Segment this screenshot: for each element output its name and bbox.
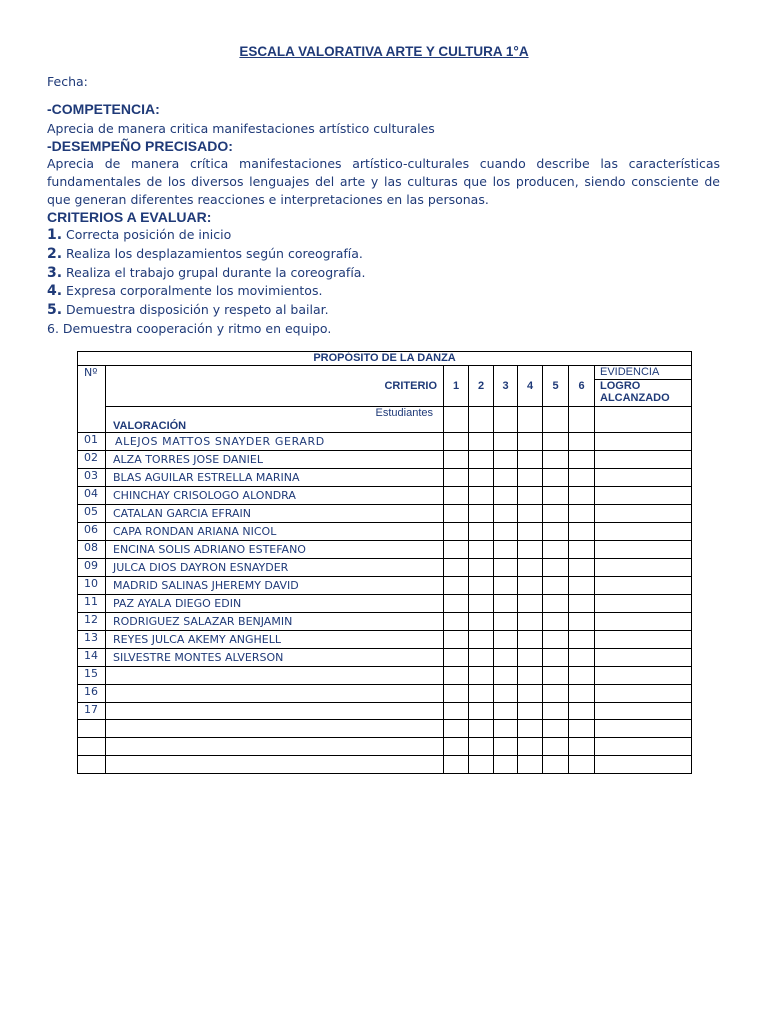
score-cell	[444, 720, 469, 738]
score-cell	[444, 702, 469, 720]
criteria-col-2: 2	[469, 366, 494, 407]
student-name	[106, 738, 444, 756]
row-number: 13	[78, 631, 106, 649]
criterio-text: Demuestra cooperación y ritmo en equipo.	[62, 320, 332, 336]
score-cell	[494, 469, 518, 487]
criteria-col-4: 4	[518, 366, 543, 407]
criteria-col-5: 5	[543, 366, 569, 407]
student-name: CATALAN GARCIA EFRAIN	[106, 505, 444, 523]
score-cell	[543, 631, 569, 649]
desempeno-heading: -DESEMPEÑO PRECISADO:	[47, 138, 233, 154]
logro-cell	[595, 649, 692, 667]
criterio-number: 1.	[47, 227, 63, 243]
criterio-text: Expresa corporalmente los movimientos.	[66, 283, 323, 299]
student-name	[106, 684, 444, 702]
criterio-number: 5.	[47, 302, 63, 319]
score-cell	[543, 559, 569, 577]
score-cell	[469, 755, 494, 773]
score-cell	[444, 667, 469, 685]
score-cell	[518, 523, 543, 541]
criterio-number: 6.	[47, 320, 59, 336]
logro-cell	[595, 469, 692, 487]
score-cell	[494, 505, 518, 523]
criterio-header: CRITERIO	[106, 366, 444, 407]
score-cell	[543, 702, 569, 720]
student-name: PAZ AYALA DIEGO EDIN	[106, 595, 444, 613]
criteria-col-6: 6	[569, 366, 595, 407]
student-name: CHINCHAY CRISOLOGO ALONDRA	[106, 487, 444, 505]
header-blank-cell	[444, 407, 469, 433]
student-name	[106, 720, 444, 738]
evaluation-table	[77, 351, 692, 774]
table-row	[78, 702, 692, 720]
logro-cell	[595, 684, 692, 702]
score-cell	[494, 755, 518, 773]
valoracion-label: VALORACIÓN	[113, 420, 187, 432]
competencia-heading: -COMPETENCIA:	[47, 101, 160, 117]
score-cell	[469, 487, 494, 505]
score-cell	[444, 738, 469, 756]
score-cell	[543, 684, 569, 702]
criterio-text: Correcta posición de inicio	[66, 227, 232, 242]
logro-cell	[595, 433, 692, 451]
table-row	[78, 649, 692, 667]
number-header: Nº	[78, 366, 106, 433]
criteria-col-3: 3	[494, 366, 518, 407]
score-cell	[518, 738, 543, 756]
header-blank-cell	[595, 407, 692, 433]
score-cell	[518, 684, 543, 702]
score-cell	[543, 505, 569, 523]
score-cell	[494, 577, 518, 595]
logro-cell	[595, 577, 692, 595]
score-cell	[494, 613, 518, 631]
criterio-item	[47, 264, 365, 283]
document-title: ESCALA VALORATIVA ARTE Y CULTURA 1°A	[239, 44, 529, 59]
score-cell	[518, 755, 543, 773]
criterios-heading: CRITERIOS A EVALUAR:	[47, 209, 212, 225]
students-header-cell	[106, 407, 444, 433]
student-name	[106, 702, 444, 720]
criterio-number: 2.	[47, 245, 63, 262]
criterio-item	[47, 320, 365, 338]
score-cell	[469, 433, 494, 451]
score-cell	[444, 469, 469, 487]
score-cell	[494, 523, 518, 541]
evidencia-header: EVIDENCIA	[595, 366, 692, 380]
score-cell	[469, 469, 494, 487]
score-cell	[543, 720, 569, 738]
row-number: 10	[78, 577, 106, 595]
criteria-col-1: 1	[444, 366, 469, 407]
logro-cell	[595, 702, 692, 720]
header-blank-cell	[543, 407, 569, 433]
criterio-number: 4.	[47, 283, 63, 300]
score-cell	[543, 738, 569, 756]
student-name: ALZA TORRES JOSE DANIEL	[106, 451, 444, 469]
score-cell	[444, 595, 469, 613]
score-cell	[569, 738, 595, 756]
logro-header: LOGRO ALCANZADO	[595, 380, 692, 407]
table-row	[78, 755, 692, 773]
score-cell	[469, 702, 494, 720]
criterio-text: Demuestra disposición y respeto al bailar.	[66, 302, 329, 318]
score-cell	[518, 595, 543, 613]
criterio-text: Realiza los desplazamientos según coreografía.	[66, 245, 363, 261]
score-cell	[494, 720, 518, 738]
score-cell	[518, 613, 543, 631]
score-cell	[569, 720, 595, 738]
score-cell	[444, 755, 469, 773]
table-row	[78, 469, 692, 487]
score-cell	[543, 541, 569, 559]
table-row	[78, 738, 692, 756]
score-cell	[569, 649, 595, 667]
score-cell	[569, 523, 595, 541]
score-cell	[444, 649, 469, 667]
logro-cell	[595, 595, 692, 613]
criterio-text: Realiza el trabajo grupal durante la coreografía.	[66, 264, 366, 280]
row-number: 03	[78, 469, 106, 487]
score-cell	[569, 505, 595, 523]
score-cell	[518, 541, 543, 559]
student-name: SILVESTRE MONTES ALVERSON	[106, 649, 444, 667]
score-cell	[518, 631, 543, 649]
header-blank-cell	[518, 407, 543, 433]
row-number: 08	[78, 541, 106, 559]
fecha-label: Fecha:	[47, 74, 88, 89]
table-row	[78, 487, 692, 505]
score-cell	[543, 577, 569, 595]
score-cell	[543, 755, 569, 773]
score-cell	[569, 469, 595, 487]
header-blank-cell	[569, 407, 595, 433]
score-cell	[569, 451, 595, 469]
criterio-item	[47, 301, 365, 320]
score-cell	[444, 487, 469, 505]
score-cell	[543, 649, 569, 667]
score-cell	[494, 702, 518, 720]
score-cell	[518, 505, 543, 523]
row-number: 02	[78, 451, 106, 469]
row-number	[78, 720, 106, 738]
logro-cell	[595, 487, 692, 505]
score-cell	[518, 667, 543, 685]
row-number: 15	[78, 667, 106, 685]
student-name: MADRID SALINAS JHEREMY DAVID	[106, 577, 444, 595]
score-cell	[494, 433, 518, 451]
score-cell	[569, 755, 595, 773]
competencia-text: Aprecia de manera critica manifestaciones artístico culturales	[47, 121, 435, 136]
table-row	[78, 667, 692, 685]
score-cell	[518, 559, 543, 577]
score-cell	[518, 433, 543, 451]
score-cell	[469, 505, 494, 523]
score-cell	[518, 577, 543, 595]
score-cell	[569, 595, 595, 613]
row-number: 09	[78, 559, 106, 577]
logro-cell	[595, 559, 692, 577]
score-cell	[494, 667, 518, 685]
score-cell	[469, 738, 494, 756]
score-cell	[518, 451, 543, 469]
table-row	[78, 523, 692, 541]
table-row	[78, 451, 692, 469]
student-name	[106, 755, 444, 773]
score-cell	[569, 559, 595, 577]
score-cell	[469, 684, 494, 702]
score-cell	[494, 738, 518, 756]
score-cell	[543, 487, 569, 505]
row-number: 17	[78, 702, 106, 720]
row-number: 16	[78, 684, 106, 702]
logro-cell	[595, 738, 692, 756]
logro-cell	[595, 755, 692, 773]
score-cell	[494, 541, 518, 559]
header-blank-cell	[494, 407, 518, 433]
table-row	[78, 631, 692, 649]
score-cell	[494, 487, 518, 505]
score-cell	[543, 451, 569, 469]
score-cell	[569, 684, 595, 702]
score-cell	[569, 577, 595, 595]
score-cell	[444, 577, 469, 595]
header-blank-cell	[469, 407, 494, 433]
student-name: CAPA RONDAN ARIANA NICOL	[106, 523, 444, 541]
logro-cell	[595, 505, 692, 523]
row-number: 11	[78, 595, 106, 613]
logro-cell	[595, 631, 692, 649]
student-name: REYES JULCA AKEMY ANGHELL	[106, 631, 444, 649]
row-number: 14	[78, 649, 106, 667]
score-cell	[518, 649, 543, 667]
score-cell	[569, 613, 595, 631]
score-cell	[518, 720, 543, 738]
score-cell	[569, 433, 595, 451]
criterios-list	[47, 226, 365, 338]
score-cell	[494, 649, 518, 667]
score-cell	[444, 613, 469, 631]
score-cell	[569, 702, 595, 720]
row-number	[78, 738, 106, 756]
score-cell	[444, 523, 469, 541]
score-cell	[543, 667, 569, 685]
logro-cell	[595, 451, 692, 469]
score-cell	[469, 451, 494, 469]
table-row	[78, 684, 692, 702]
score-cell	[569, 631, 595, 649]
row-number: 06	[78, 523, 106, 541]
score-cell	[494, 595, 518, 613]
score-cell	[494, 684, 518, 702]
score-cell	[518, 469, 543, 487]
score-cell	[543, 523, 569, 541]
score-cell	[569, 667, 595, 685]
student-name: BLAS AGUILAR ESTRELLA MARINA	[106, 469, 444, 487]
row-number: 04	[78, 487, 106, 505]
score-cell	[543, 613, 569, 631]
row-number: 01	[78, 433, 106, 451]
score-cell	[518, 702, 543, 720]
logro-cell	[595, 541, 692, 559]
purpose-header: PROPÓSITO DE LA DANZA	[78, 352, 692, 366]
estudiantes-label: Estudiantes	[375, 407, 433, 419]
criterio-item	[47, 245, 365, 264]
score-cell	[569, 541, 595, 559]
score-cell	[494, 451, 518, 469]
score-cell	[494, 559, 518, 577]
score-cell	[569, 487, 595, 505]
logro-cell	[595, 523, 692, 541]
table-row	[78, 720, 692, 738]
score-cell	[469, 541, 494, 559]
row-number: 12	[78, 613, 106, 631]
table-row	[78, 541, 692, 559]
score-cell	[469, 577, 494, 595]
score-cell	[543, 595, 569, 613]
score-cell	[444, 541, 469, 559]
criterio-number: 3.	[47, 264, 63, 281]
score-cell	[444, 631, 469, 649]
table-row	[78, 577, 692, 595]
score-cell	[494, 631, 518, 649]
logro-cell	[595, 613, 692, 631]
desempeno-text: Aprecia de manera crítica manifestaciones artístico-culturales cuando describe las características fundamentales de los diversos lenguajes del arte y las culturas que los producen, siendo consciente de que generan diferentes reacciones e interpretaciones en las personas.	[47, 156, 720, 207]
row-number	[78, 755, 106, 773]
score-cell	[444, 433, 469, 451]
student-name: ENCINA SOLIS ADRIANO ESTEFANO	[106, 541, 444, 559]
student-name	[106, 667, 444, 685]
table-row	[78, 433, 692, 451]
score-cell	[469, 649, 494, 667]
table-row	[78, 613, 692, 631]
student-name: JULCA DIOS DAYRON ESNAYDER	[106, 559, 444, 577]
criterio-item	[47, 282, 365, 301]
student-name: ALEJOS MATTOS SNAYDER GERARD	[106, 433, 444, 451]
logro-cell	[595, 720, 692, 738]
score-cell	[469, 720, 494, 738]
score-cell	[469, 523, 494, 541]
score-cell	[469, 667, 494, 685]
score-cell	[444, 559, 469, 577]
score-cell	[469, 613, 494, 631]
score-cell	[444, 451, 469, 469]
student-name: RODRIGUEZ SALAZAR BENJAMIN	[106, 613, 444, 631]
score-cell	[444, 684, 469, 702]
score-cell	[469, 559, 494, 577]
criterio-item	[47, 226, 365, 245]
score-cell	[543, 433, 569, 451]
row-number: 05	[78, 505, 106, 523]
score-cell	[469, 631, 494, 649]
score-cell	[543, 469, 569, 487]
table-row	[78, 559, 692, 577]
table-row	[78, 505, 692, 523]
score-cell	[444, 505, 469, 523]
score-cell	[518, 487, 543, 505]
logro-cell	[595, 667, 692, 685]
table-row	[78, 595, 692, 613]
score-cell	[469, 595, 494, 613]
